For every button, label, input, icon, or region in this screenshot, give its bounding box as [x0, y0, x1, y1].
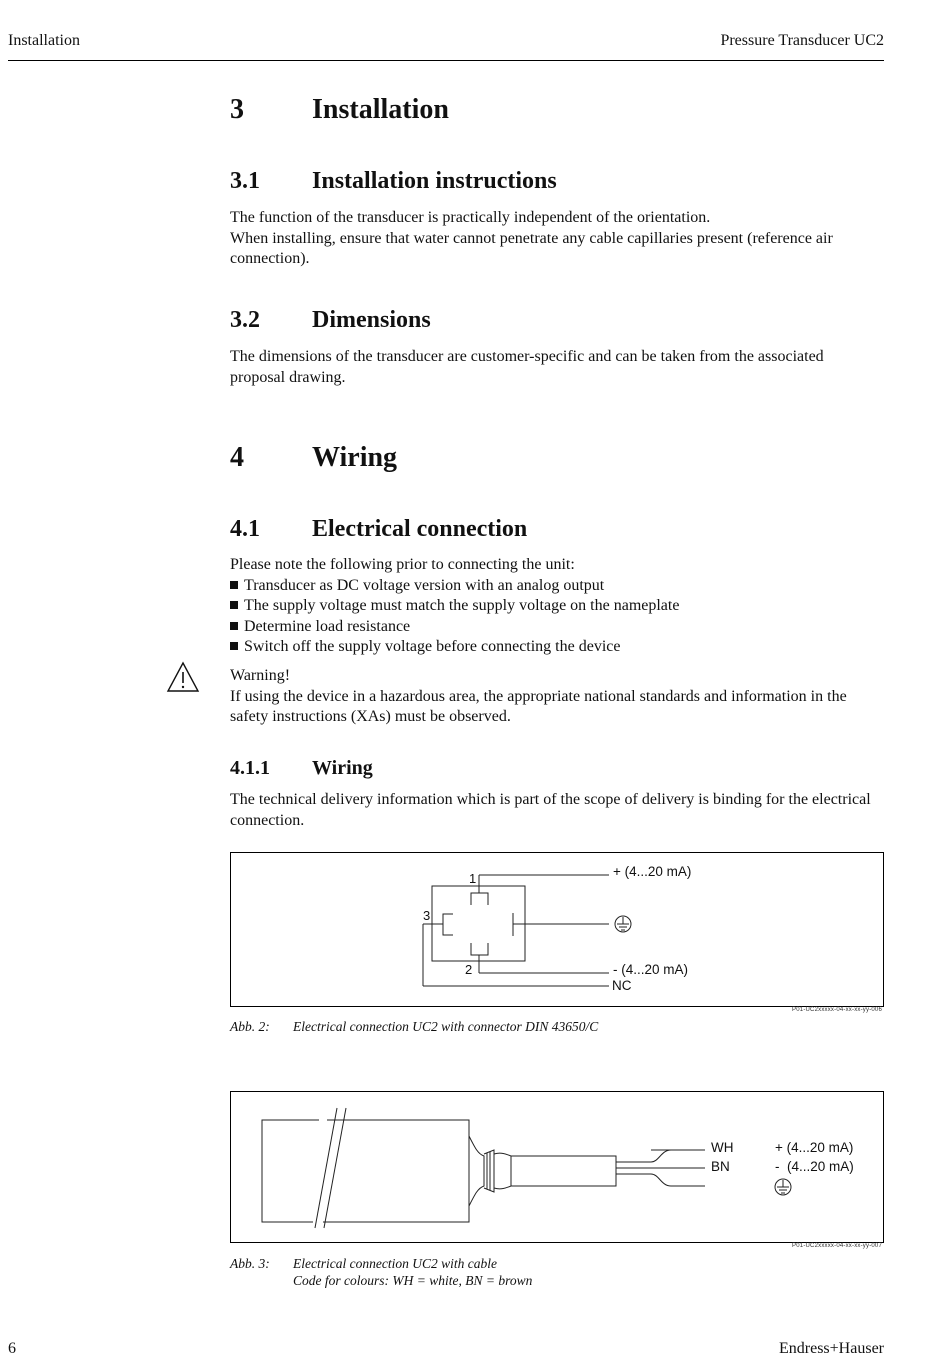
footer-brand: Endress+Hauser — [779, 1340, 884, 1357]
bullet-item: Transducer as DC voltage version with an analog output — [230, 576, 890, 597]
warning-title: Warning! — [230, 667, 291, 684]
cable-jacket — [511, 1156, 616, 1186]
section-4-1-heading — [230, 516, 830, 546]
plus-signal-label: + (4...20 mA) — [613, 864, 692, 879]
section-number: 3.1 — [230, 168, 260, 194]
section-4-1-text — [230, 555, 890, 658]
section-number: 4.1 — [230, 516, 260, 542]
connector-housing — [432, 886, 525, 961]
bullet-square-icon — [230, 601, 238, 609]
paragraph-line: connection). — [230, 250, 310, 267]
transducer-body-left — [262, 1120, 319, 1222]
section-number: 3.2 — [230, 307, 260, 333]
section-title: Installation instructions — [312, 168, 557, 194]
break-line — [324, 1108, 346, 1228]
break-line — [315, 1108, 337, 1228]
wire-wh — [616, 1150, 705, 1162]
minus-signal-label: - (4...20 mA) — [775, 1159, 854, 1174]
ground-icon — [775, 1179, 791, 1195]
pin-3-label: 3 — [423, 908, 431, 923]
figure-1-caption: Electrical connection UC2 with connector DIN 43650/C — [293, 1019, 599, 1034]
pin-1-label: 1 — [469, 871, 477, 886]
section-number: 4.1.1 — [230, 757, 270, 779]
section-number: 3 — [230, 94, 244, 125]
figure-1-caption-label: Abb. 2: — [230, 1019, 270, 1034]
cable-gland — [484, 1150, 494, 1192]
bullet-item: Switch off the supply voltage before connecting the device — [230, 637, 890, 658]
bullet-square-icon — [230, 642, 238, 650]
section-title: Installation — [312, 94, 449, 125]
plus-signal-label: + (4...20 mA) — [775, 1140, 854, 1155]
section-3-2-heading — [230, 307, 830, 337]
section-4-heading — [230, 442, 830, 478]
pin-2-contact — [471, 943, 488, 955]
figure-2-caption: Electrical connection UC2 with cable — [293, 1256, 497, 1271]
section-title: Dimensions — [312, 307, 431, 333]
wh-label: WH — [711, 1140, 734, 1155]
paragraph-line: connection. — [230, 811, 305, 829]
cable-gland-cap — [494, 1153, 511, 1189]
section-title: Electrical connection — [312, 516, 528, 542]
warning-triangle-icon — [166, 661, 200, 693]
connector-wiring-diagram — [231, 853, 883, 1006]
section-3-1-text — [230, 208, 890, 270]
figure-1-ref: P01-UC2xxxxx-04-xx-xx-yy-006 — [792, 1007, 882, 1013]
warning-line: If using the device in a hazardous area, the appropriate national standards and information in the — [230, 687, 847, 705]
figure-cable-diagram — [230, 1091, 884, 1243]
minus-signal-label: - (4...20 mA) — [613, 962, 689, 977]
wire-ground — [616, 1174, 705, 1186]
header-left: Installation — [8, 32, 80, 49]
pin-1-contact — [471, 893, 488, 905]
section-3-heading — [230, 94, 830, 130]
warning-line: safety instructions (XAs) must be observed. — [230, 708, 511, 725]
paragraph-line: The function of the transducer is practically independent of the orientation. — [230, 209, 711, 226]
warning-text — [230, 666, 890, 728]
bullet-square-icon — [230, 622, 238, 630]
figure-2-ref: P01-UC2xxxxx-04-xx-xx-yy-007 — [792, 1243, 882, 1249]
figure-2-caption-label: Abb. 3: — [230, 1256, 270, 1271]
section-4-1-1-text — [230, 790, 890, 831]
figure-2-caption-colour-code: Code for colours: WH = white, BN = brown — [293, 1273, 533, 1288]
section-3-2-text — [230, 347, 890, 388]
paragraph-line: When installing, ensure that water cannot penetrate any cable capillaries present (reference air — [230, 229, 833, 247]
section-number: 4 — [230, 442, 244, 473]
section-4-1-1-heading — [230, 757, 830, 783]
ground-icon — [615, 916, 631, 932]
section-title: Wiring — [312, 442, 398, 473]
pin-3-contact — [443, 914, 453, 935]
section-3-1-heading — [230, 168, 830, 198]
bullet-item: Determine load resistance — [230, 617, 890, 638]
paragraph-line: The technical delivery information which is part of the scope of delivery is binding for the electrical — [230, 791, 871, 808]
pin-2-label: 2 — [465, 962, 473, 977]
figure-connector-diagram — [230, 852, 884, 1007]
nc-label: NC — [612, 978, 632, 993]
page-number: 6 — [8, 1340, 16, 1357]
paragraph-line: The dimensions of the transducer are customer-specific and can be taken from the associated — [230, 348, 824, 365]
transducer-body-right — [323, 1120, 469, 1222]
intro-line: Please note the following prior to connecting the unit: — [230, 556, 575, 573]
header-rule — [8, 60, 884, 61]
cable-gland-cone — [469, 1136, 484, 1206]
section-title: Wiring — [312, 757, 373, 779]
bullet-item: The supply voltage must match the supply voltage on the nameplate — [230, 596, 890, 617]
header-right: Pressure Transducer UC2 — [720, 32, 884, 49]
bn-label: BN — [711, 1159, 730, 1174]
paragraph-line: proposal drawing. — [230, 368, 346, 386]
bullet-square-icon — [230, 581, 238, 589]
